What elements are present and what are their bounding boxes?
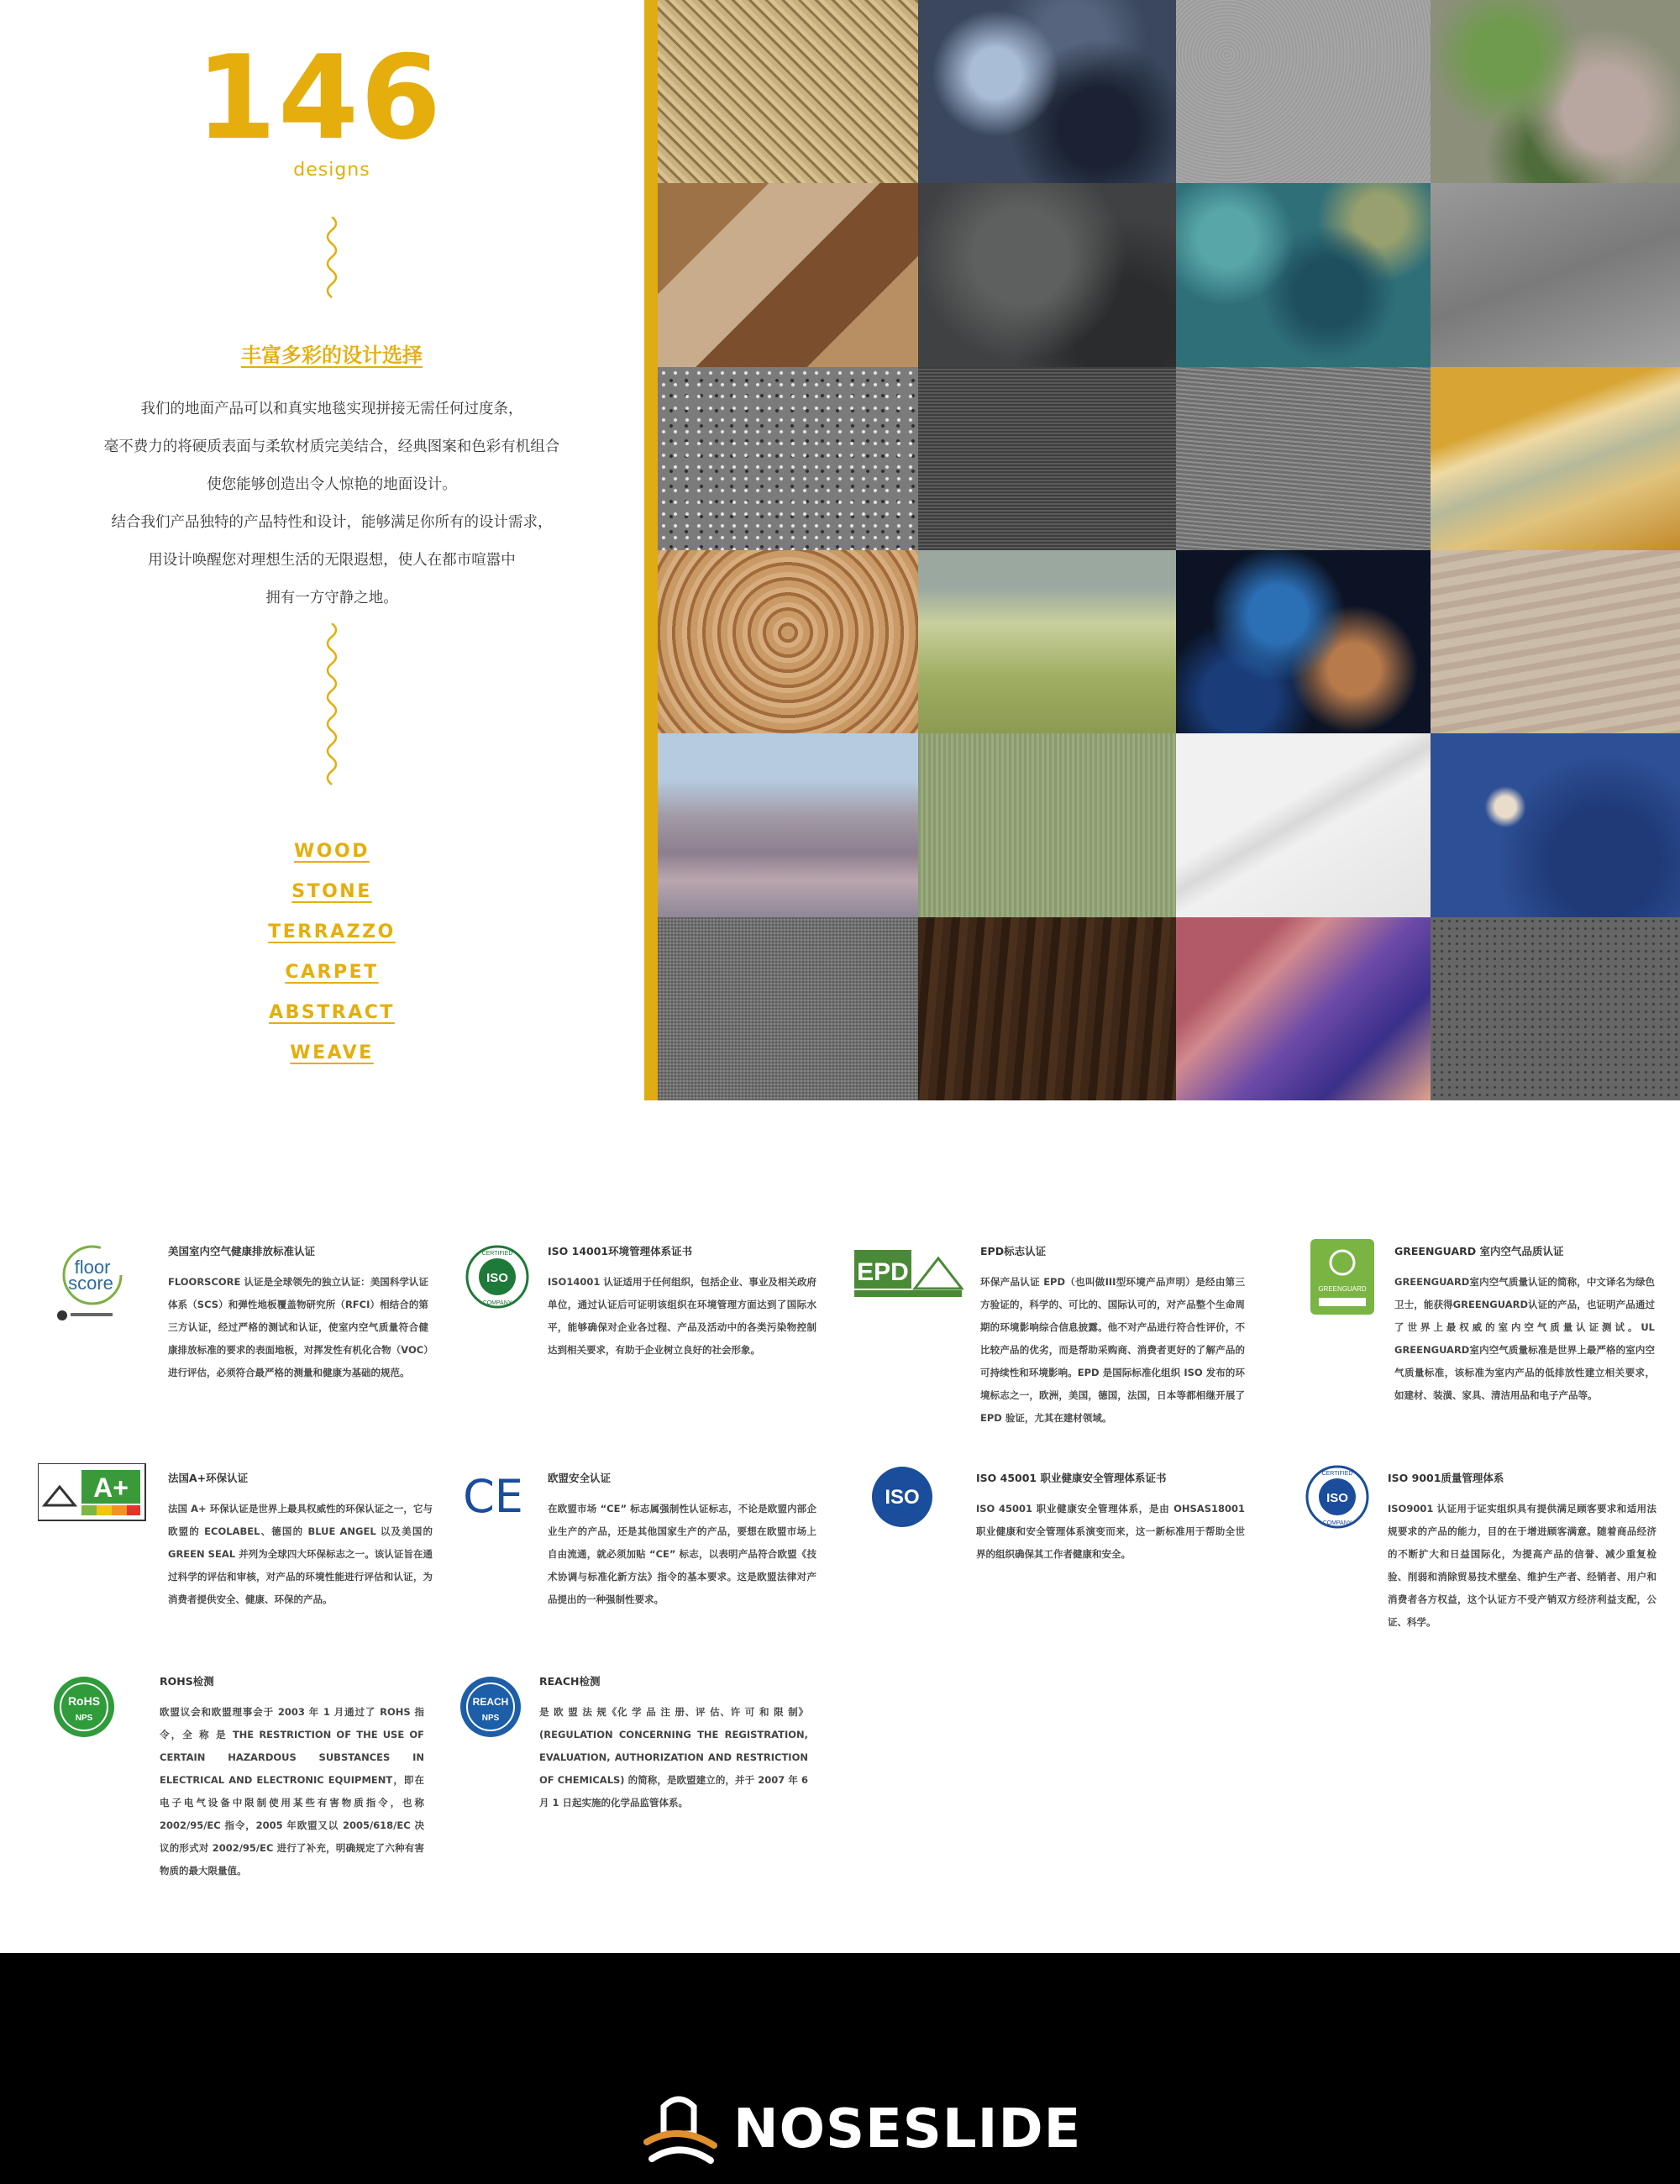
cert-body: 在欧盟市场 “CE” 标志属强制性认证标志，不论是欧盟内部企业生产的产品，还是其他国家生产的产品，要想在欧盟市场上自由流通，就必须加贴 “CE” 标志，以表明产品符合欧盟《技术协调与标准化新方法》指令的基本要求。这是欧盟法律对产品提出的一种强制性要求。 <box>548 1503 816 1605</box>
texture-tile-grey-lines[interactable] <box>1176 367 1431 550</box>
texture-tile-grey-weave[interactable] <box>658 917 918 1100</box>
cert-iso-45001 <box>885 1470 1245 1566</box>
iso-9001-logo <box>1304 1463 1371 1530</box>
texture-tile-gold-abstract[interactable] <box>1431 367 1680 550</box>
svg-text:CERTIFIED: CERTIFIED <box>481 1251 513 1257</box>
accent-bar <box>644 0 658 1100</box>
noseslide-logo-icon <box>638 2090 718 2170</box>
texture-tile-walnut-wood[interactable] <box>918 917 1176 1100</box>
ce-logo <box>459 1472 527 1522</box>
svg-text:score: score <box>68 1273 113 1294</box>
texture-grid <box>658 0 1680 1100</box>
cert-body: 是 欧 盟 法 规《化 学 品 注 册、评 估、许 可 和 限 制》(REGULATION CONCERNING THE REGISTRATION, EVALUATION, AUTHORIZATION AND RESTRICTION OF CHEMICALS) 的简称，是欧盟建立的，并于 2007 年 6 月 1 日起实施的化学品监管体系。 <box>539 1706 808 1809</box>
svg-text:NPS: NPS <box>75 1714 93 1723</box>
svg-text:REACH: REACH <box>472 1696 509 1708</box>
svg-text:COMPANY: COMPANY <box>482 1300 512 1306</box>
intro-line: 使您能够创造出令人惊艳的地面设计。 <box>207 476 457 493</box>
category-link-carpet[interactable]: CARPET <box>285 962 379 983</box>
iso-45001-logo <box>869 1463 936 1530</box>
svg-text:floor: floor <box>74 1257 111 1278</box>
cert-title: GREENGUARD 室内空气品质认证 <box>1394 1245 1564 1257</box>
svg-text:NPS: NPS <box>481 1714 500 1723</box>
texture-tile-blue-ink-stone[interactable] <box>918 0 1176 183</box>
cert-iso-14001 <box>481 1243 816 1362</box>
texture-tile-blue-marble[interactable] <box>1431 733 1680 917</box>
certifications-section <box>0 1226 1680 1898</box>
section-title: 丰富多彩的设计选择 <box>241 344 423 367</box>
cert-title: ISO 45001 职业健康安全管理体系证书 <box>976 1472 1167 1484</box>
cert-title: ISO 14001环境管理体系证书 <box>548 1245 693 1257</box>
texture-tile-white-marble[interactable] <box>1176 733 1431 917</box>
category-link-stone[interactable]: STONE <box>291 881 372 902</box>
texture-tile-linen-fabric[interactable] <box>658 733 918 917</box>
cert-iso-9001 <box>1321 1470 1656 1634</box>
category-link-abstract[interactable]: ABSTRACT <box>269 1002 395 1023</box>
brand-name: NOSESLIDE <box>733 2098 1082 2160</box>
intro-line: 用设计唤醒您对理想生活的无限遐想，使人在都市喧嚣中 <box>148 552 516 569</box>
category-list <box>0 832 664 1074</box>
svg-text:RoHS: RoHS <box>67 1694 101 1708</box>
category-link-wood[interactable]: WOOD <box>294 841 370 862</box>
hero-column <box>0 0 638 1100</box>
greenguard-logo <box>1310 1239 1374 1315</box>
texture-tile-tree-rings[interactable] <box>658 550 918 733</box>
texture-tile-grey-fabric[interactable] <box>918 367 1176 550</box>
texture-tile-wheat-field[interactable] <box>918 550 1176 733</box>
cert-body: 环保产品认证 EPD（也叫做III型环境产品声明）是经由第三方验证的，科学的、可比的、国际认可的，对产品整个生命周期的环境影响综合信息披露。他不对产品进行符合性评价，不比较产品的优劣，而是帮助采购商、消费者更好的了解产品的可持续性和环境影响。EPD 是国际标准化组织 ISO 发布的环境标志之一，欧洲，美国，德国，法国，日本等都相继开展了 EPD 验证，尤其在建材领域。 <box>980 1276 1245 1424</box>
intro-line: 毫不费力的将硬质表面与柔软材质完美结合，经典图案和色彩有机组合 <box>103 438 560 455</box>
texture-tile-dark-slate[interactable] <box>918 183 1176 367</box>
cert-title: 法国A+环保认证 <box>168 1472 249 1484</box>
texture-tile-grey-concrete[interactable] <box>1176 0 1431 183</box>
texture-tile-moss-stone[interactable] <box>1431 0 1680 183</box>
squiggle-divider-bottom <box>319 623 344 791</box>
cert-title: REACH检测 <box>539 1675 601 1688</box>
cert-rohs <box>67 1673 424 1882</box>
svg-text:ISO: ISO <box>1326 1491 1348 1505</box>
design-count-unit: designs <box>293 160 370 181</box>
category-link-terrazzo[interactable]: TERRAZZO <box>268 921 396 942</box>
svg-text:GREENGUARD: GREENGUARD <box>1318 1285 1367 1293</box>
intro-line: 拥有一方守静之地。 <box>265 590 398 606</box>
cert-body: 欧盟议会和欧盟理事会于 2003 年 1 月通过了 ROHS 指令，全 称 是 THE RESTRICTION OF THE USE OF CERTAIN HAZARDOUS SUBSTANCES IN ELECTRICAL AND ELECTRONIC EQUIPMENT，即在电子电气设备中限制使用某些有害物质指令，也称 2002/95/EC 指令，2005 年欧盟又以 2005/618/EC 决议的形式对 2002/95/EC 进行了补充，明确规定了六种有害物质的最大限量值。 <box>160 1706 424 1877</box>
cert-reach <box>472 1673 808 1814</box>
svg-text:A+: A+ <box>93 1473 129 1503</box>
reach-logo <box>459 1675 522 1739</box>
cert-body: GREENGUARD室内空气质量认证的简称，中文译名为绿色卫士，能获得GREENGUARD认证的产品，也证明产品通过了世界上最权威的室内空气质量认证测试。UL GREENGUARD室内空气质量标准是世界上最严格的室内空气质量标准，该标准为室内产品的低排放性建立相关要求，如建材、装潢、家具、清洁用品和电子产品等。 <box>1394 1276 1655 1401</box>
cert-ce <box>463 1470 816 1611</box>
cert-title: 欧盟安全认证 <box>548 1472 612 1484</box>
cert-title: ISO 9001质量管理体系 <box>1388 1472 1504 1484</box>
cert-a-plus <box>93 1470 433 1611</box>
texture-tile-herringbone-wood[interactable] <box>658 0 918 183</box>
texture-tile-blue-abstract[interactable] <box>1176 550 1431 733</box>
a-plus-logo <box>38 1463 147 1522</box>
svg-text:CE: CE <box>463 1472 523 1522</box>
texture-tile-grey-fleck[interactable] <box>1431 917 1680 1100</box>
cert-title: 美国室内空气健康排放标准认证 <box>168 1245 316 1257</box>
iso-certified-logo <box>464 1243 531 1310</box>
cert-epd <box>857 1243 1245 1430</box>
texture-tile-terrazzo[interactable] <box>658 367 918 550</box>
cert-body: ISO14001 认证适用于任何组织，包括企业、事业及相关政府单位，通过认证后可证明该组织在环境管理方面达到了国际水平，能够确保对企业各过程、产品及活动中的各类污染物控制达到相关要求，有助于企业树立良好的社会形象。 <box>548 1276 816 1356</box>
rohs-logo <box>52 1675 116 1739</box>
intro-text <box>50 391 613 617</box>
texture-tile-chevron-wood[interactable] <box>658 183 918 367</box>
texture-tile-sand[interactable] <box>1431 550 1680 733</box>
cert-body: FLOORSCORE 认证是全球领先的独立认证：美国科学认证体系（SCS）和弹性地板覆盖物研究所（RFCI）相结合的第三方认证，经过严格的测试和认证，使室内空气质量符合健康排放标准的要求的表面地板，对挥发性有机化合物（VOC）进行评估，必须符合最严格的测量和健康为基础的规范。 <box>168 1276 428 1378</box>
cert-floorscore <box>68 1243 428 1384</box>
svg-text:COMPANY: COMPANY <box>1322 1520 1352 1526</box>
cert-greenguard <box>1318 1243 1655 1407</box>
intro-line: 结合我们产品独特的产品特性和设计，能够满足你所有的设计需求， <box>111 514 553 531</box>
squiggle-divider-top <box>319 217 344 301</box>
category-link-weave[interactable]: WEAVE <box>290 1042 374 1063</box>
footer <box>0 1953 1680 2184</box>
cert-title: ROHS检测 <box>160 1675 214 1688</box>
texture-tile-canyon-abstract[interactable] <box>1176 917 1431 1100</box>
cert-body: ISO9001 认证用于证实组织具有提供满足顾客要求和适用法规要求的产品的能力，目的在于增进顾客满意。随着商品经济的不断扩大和日益国际化，为提高产品的信誉、减少重复检验、削弱和消除贸易技术壁垒、维护生产者、经销者、用户和消费者各方权益，这个认证方不受产销双方经济利益支配，公证、科学。 <box>1388 1503 1656 1628</box>
cert-body: 法国 A+ 环保认证是世界上最具权威性的环保认证之一，它与欧盟的 ECOLABEL、德国的 BLUE ANGEL 以及美国的 GREEN SEAL 并列为全球四大环保标志之一。该认证旨在通过科学的评估和审核，对产品的环境性能进行评估和认证，为消费者提供安全、健康、环保的产品。 <box>168 1503 433 1605</box>
svg-text:ISO: ISO <box>885 1486 920 1509</box>
svg-text:EPD: EPD <box>857 1258 909 1286</box>
texture-tile-grey-stone[interactable] <box>1431 183 1680 367</box>
texture-tile-green-weave[interactable] <box>918 733 1176 917</box>
cert-body: ISO 45001 职业健康安全管理体系，是由 OHSAS18001 职业健康和安全管理体系演变而来，这一新标准用于帮助全世界的组织确保其工作者健康和安全。 <box>976 1503 1245 1560</box>
floorscore-logo <box>50 1243 134 1327</box>
design-count: 146 <box>195 30 444 165</box>
epd-logo <box>854 1243 963 1302</box>
brand[interactable] <box>638 2087 1081 2171</box>
svg-text:CERTIFIED: CERTIFIED <box>1321 1471 1353 1477</box>
texture-tile-blue-bark[interactable] <box>1176 183 1431 367</box>
intro-line: 我们的地面产品可以和真实地毯实现拼接无需任何过度条， <box>140 401 523 417</box>
cert-title: EPD标志认证 <box>980 1245 1047 1257</box>
svg-text:ISO: ISO <box>486 1271 508 1285</box>
